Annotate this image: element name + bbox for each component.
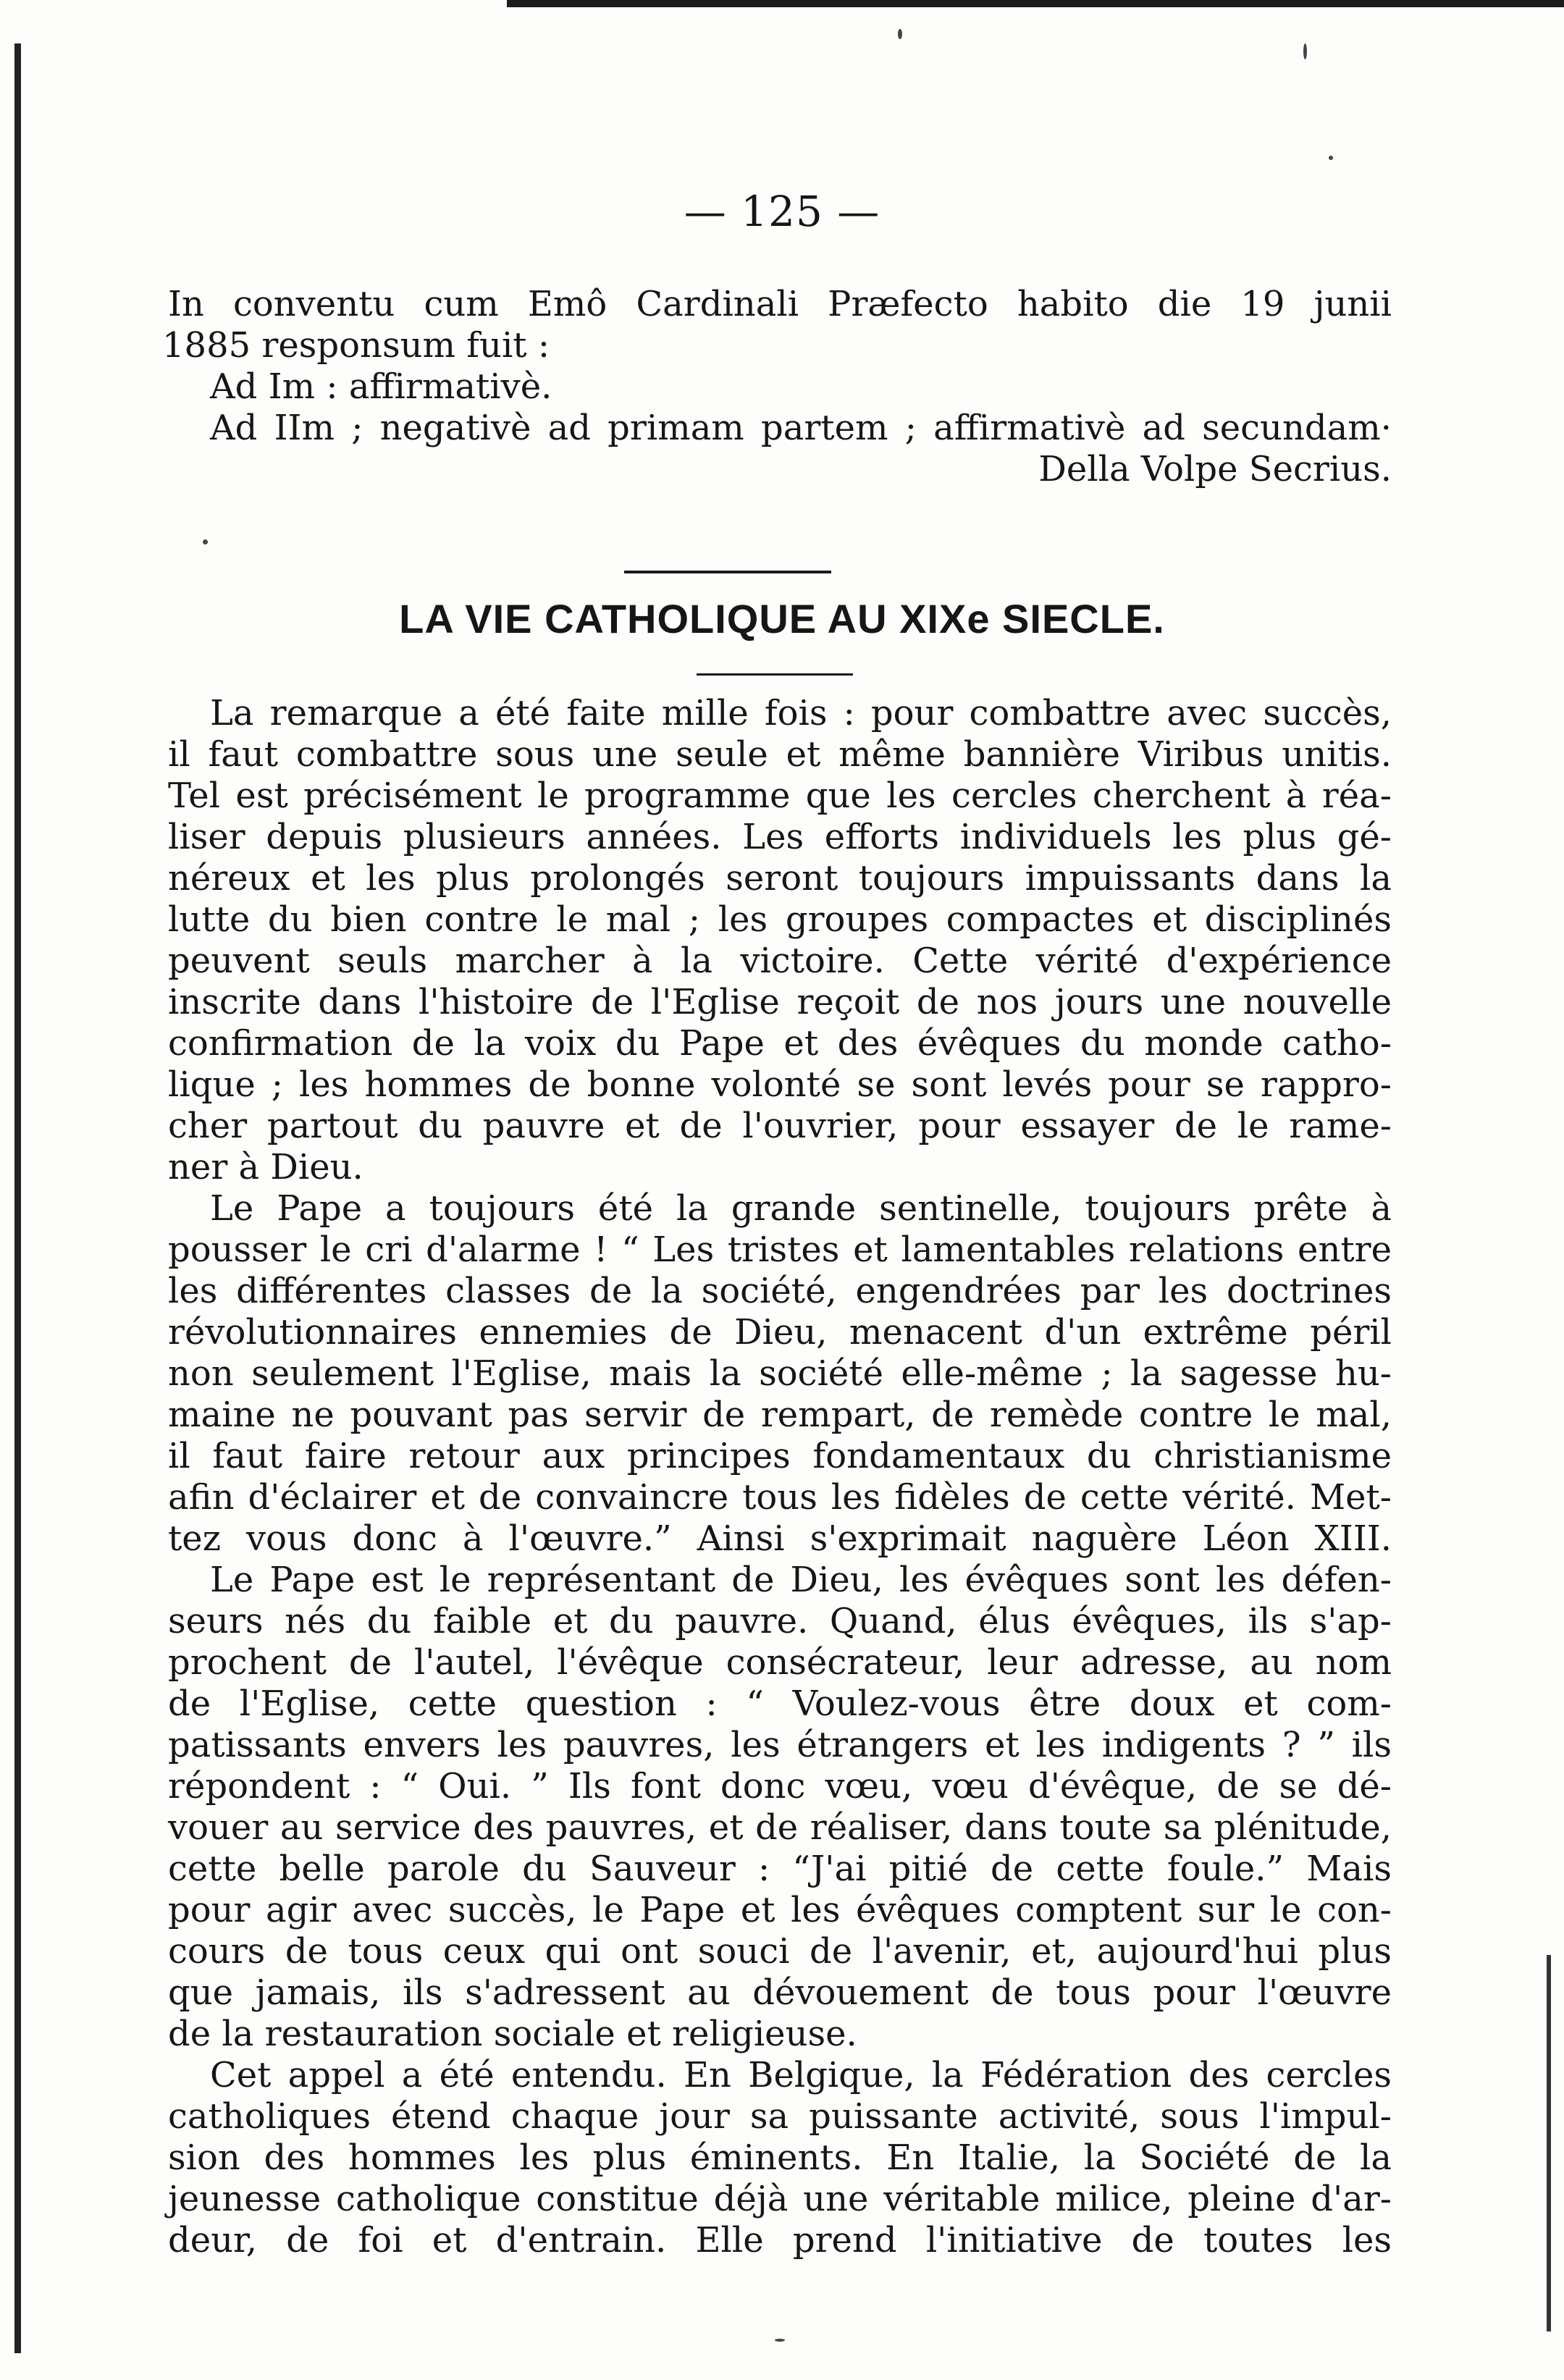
- paragraph-2: [168, 1188, 1392, 1560]
- text-line: patissants envers les pauvres, les étrangers et les indigents ? ” ils: [168, 1725, 1392, 1765]
- section-rule-top: [624, 571, 831, 573]
- decree-signature: Della Volpe Secrius.: [1038, 449, 1392, 489]
- text-line: La remarque a été faite mille fois : pour combattre avec succès,: [210, 693, 1392, 733]
- text-line: pour agir avec succès, le Pape et les évêques comptent sur le con-: [168, 1890, 1392, 1930]
- text-line: Tel est précisément le programme que les cercles cherchent à réa-: [168, 775, 1392, 816]
- scan-edge-left: [14, 43, 21, 2353]
- section-title: LA VIE CATHOLIQUE AU XIXe SIECLE.: [399, 596, 1165, 642]
- scan-speck: [203, 539, 208, 544]
- decree-line: Ad IIm ; negativè ad primam partem ; affirmativè ad secundam·: [210, 408, 1392, 448]
- scan-edge-top: [507, 0, 1564, 7]
- page-number: — 125 —: [684, 187, 880, 236]
- text-line: pousser le cri d'alarme ! “ Les tristes et lamentables relations entre: [168, 1229, 1392, 1270]
- text-line: Cet appel a été entendu. En Belgique, la Fédération des cercles: [210, 2055, 1392, 2095]
- text-line: lutte du bien contre le mal ; les groupes compactes et disciplinés: [168, 899, 1392, 940]
- text-line: confirmation de la voix du Pape et des évêques du monde catho-: [168, 1023, 1392, 1064]
- text-line: Le Pape a toujours été la grande sentinelle, toujours prête à: [210, 1188, 1392, 1229]
- text-line: seurs nés du faible et du pauvre. Quand, élus évêques, ils s'ap-: [168, 1601, 1392, 1641]
- decree-line: In conventu cum Emô Cardinali Præfecto habito die 19 junii: [168, 284, 1392, 324]
- text-line: il faut faire retour aux principes fondamentaux du christianisme: [168, 1436, 1392, 1476]
- paragraph-3: [168, 1560, 1392, 2055]
- scan-edge-right: [1547, 1955, 1551, 2331]
- text-line: jeunesse catholique constitue déjà une véritable milice, pleine d'ar-: [168, 2179, 1392, 2219]
- scan-speck: [775, 2339, 785, 2342]
- decree-block: [162, 284, 1392, 490]
- section-rule-bottom: [697, 673, 853, 676]
- paragraph-1: [168, 693, 1392, 1188]
- paragraph-4: [168, 2055, 1392, 2261]
- text-line: deur, de foi et d'entrain. Elle prend l'initiative de toutes les: [168, 2220, 1392, 2261]
- text-line: catholiques étend chaque jour sa puissante activité, sous l'impul-: [168, 2096, 1392, 2137]
- decree-line: Ad Im : affirmativè.: [210, 366, 552, 407]
- text-line: cours de tous ceux qui ont souci de l'avenir, et, aujourd'hui plus: [168, 1931, 1392, 1972]
- decree-line: 1885 responsum fuit :: [162, 325, 550, 366]
- text-line: lique ; les hommes de bonne volonté se sont levés pour se rappro-: [168, 1064, 1392, 1105]
- text-line: non seulement l'Eglise, mais la société elle-même ; la sagesse hu-: [168, 1353, 1392, 1394]
- text-line: il faut combattre sous une seule et même bannière Viribus unitis.: [168, 734, 1392, 775]
- text-line: cher partout du pauvre et de l'ouvrier, pour essayer de le rame-: [168, 1106, 1392, 1146]
- scan-speck: [1303, 43, 1307, 59]
- text-line: peuvent seuls marcher à la victoire. Cette vérité d'expérience: [168, 941, 1392, 981]
- text-line: sion des hommes les plus éminents. En Italie, la Société de la: [168, 2137, 1392, 2178]
- text-line: les différentes classes de la société, engendrées par les doctrines: [168, 1271, 1392, 1311]
- text-line: néreux et les plus prolongés seront toujours impuissants dans la: [168, 858, 1392, 899]
- scan-speck: [898, 29, 902, 39]
- text-line: maine ne pouvant pas servir de rempart, de remède contre le mal,: [168, 1395, 1392, 1435]
- text-line: cette belle parole du Sauveur : “J'ai pitié de cette foule.” Mais: [168, 1849, 1392, 1889]
- text-line: vouer au service des pauvres, et de réaliser, dans toute sa plénitude,: [168, 1807, 1392, 1848]
- scan-speck: [1329, 156, 1333, 160]
- text-line: inscrite dans l'histoire de l'Eglise reçoit de nos jours une nouvelle: [168, 982, 1392, 1022]
- text-line: de la restauration sociale et religieuse.: [168, 2014, 857, 2054]
- text-line: répondent : “ Oui. ” Ils font donc vœu, vœu d'évêque, de se dé-: [168, 1766, 1392, 1807]
- text-line: de l'Eglise, cette question : “ Voulez-vous être doux et com-: [168, 1683, 1392, 1724]
- text-line: que jamais, ils s'adressent au dévouement de tous pour l'œuvre: [168, 1972, 1392, 2013]
- text-line: Le Pape est le représentant de Dieu, les évêques sont les défen-: [210, 1560, 1392, 1600]
- text-line: prochent de l'autel, l'évêque consécrateur, leur adresse, au nom: [168, 1642, 1392, 1683]
- text-line: révolutionnaires ennemies de Dieu, menacent d'un extrême péril: [168, 1312, 1392, 1353]
- text-line: ner à Dieu.: [168, 1147, 363, 1187]
- text-line: tez vous donc à l'œuvre.” Ainsi s'exprimait naguère Léon XIII.: [168, 1518, 1392, 1559]
- text-line: afin d'éclairer et de convaincre tous les fidèles de cette vérité. Met-: [168, 1477, 1392, 1518]
- text-line: liser depuis plusieurs années. Les efforts individuels les plus gé-: [168, 817, 1392, 857]
